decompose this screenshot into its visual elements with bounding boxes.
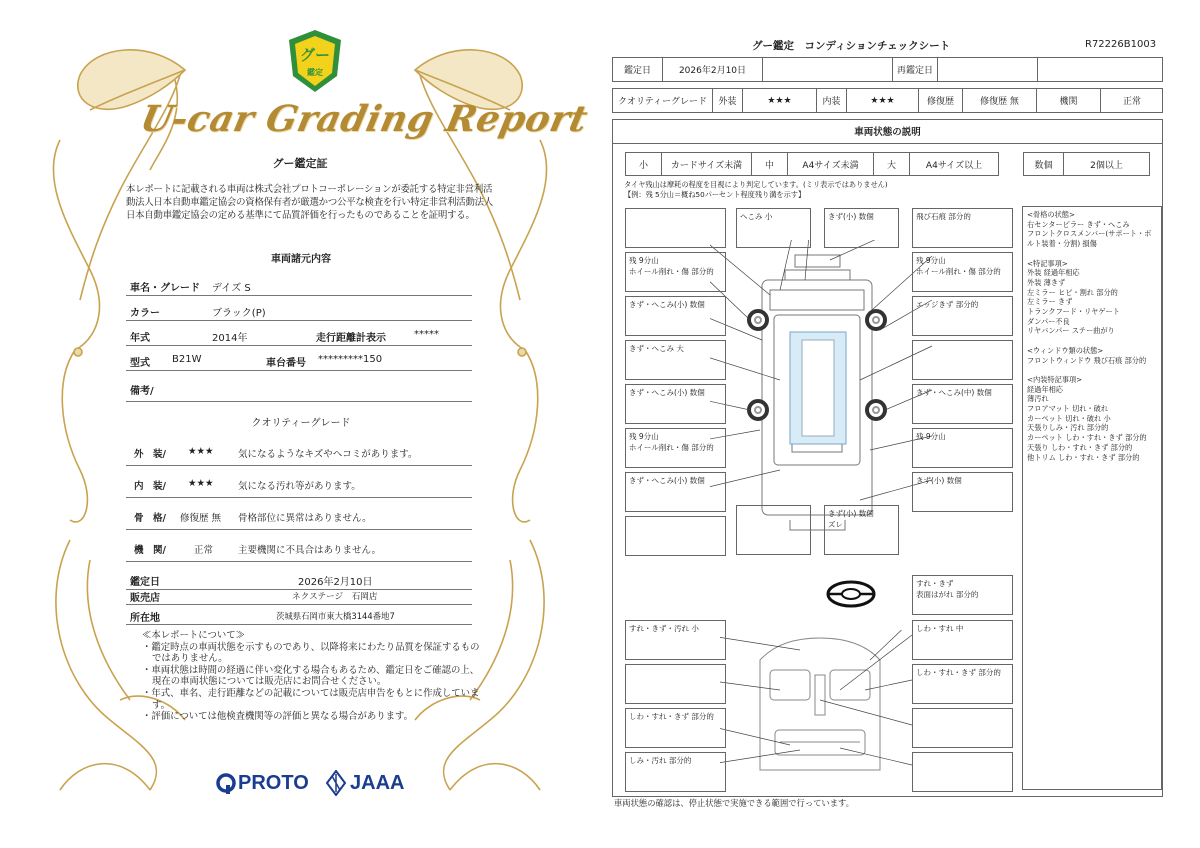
- damage-box-top: きず(小) 数個: [824, 208, 899, 248]
- damage-box-bottom: きず(小) 数個 ズレ: [824, 505, 899, 555]
- year-value: 2014年: [212, 333, 248, 344]
- spec-row-remarks: [126, 372, 472, 402]
- shop-row: [126, 585, 472, 605]
- note-item: ・鑑定時点の車両状態を示すものであり、以降将来にわたり品質を保証するものではありません。: [142, 641, 480, 665]
- quality-desc: 気になるようなキズやヘコミがあります。: [238, 449, 418, 460]
- engine-value: 正常: [1122, 97, 1141, 107]
- note-line: <ウィンドウ類の状態>: [1027, 345, 1104, 355]
- note-item: ・評価については他検査機関等の評価と異なる場合があります。: [142, 711, 413, 723]
- note-line: 天張り しわ・すれ・きず 部分的: [1027, 442, 1133, 452]
- interior-box-left: しわ・すれ・きず 部分的: [625, 708, 726, 748]
- chassis-value: *********150: [318, 354, 383, 365]
- interior-box-right: [912, 708, 1013, 748]
- interior-box-right: すれ・きず 表面はがれ 部分的: [912, 575, 1013, 615]
- note-item: ・車両状態は時間の経過に伴い変化する場合もあるため、鑑定日をご確認の上、現在の車両状態については販売店にお問合せください。: [142, 664, 480, 688]
- note-line: リヤバンパー ステー曲がり: [1027, 326, 1115, 336]
- appraisal-date-value: 2026年2月10日: [298, 577, 373, 588]
- report-notes: [138, 630, 488, 723]
- note-line: 外装 薄きず: [1027, 277, 1066, 287]
- spec-row-color: [126, 297, 472, 321]
- exterior-value: ★★★: [743, 89, 817, 112]
- address-value: 茨城県石岡市東大橋3144番地7: [276, 611, 395, 621]
- quality-value: ★★★: [188, 478, 214, 489]
- damage-box-left: きず・へこみ 大: [625, 340, 726, 380]
- mileage-value: *****: [414, 329, 439, 340]
- legend-large: 大: [874, 153, 910, 175]
- interior-box-left: [625, 664, 726, 704]
- interior-box-right: [912, 752, 1013, 792]
- quality-desc: 気になる汚れ等があります。: [238, 481, 361, 492]
- damage-box-right: きず・へこみ(中) 数個: [912, 384, 1013, 424]
- engine-label: 機関: [1037, 89, 1101, 112]
- proto-logo: [216, 772, 309, 795]
- note-line: フロントウィンドウ 飛び石痕 部分的: [1027, 355, 1147, 365]
- address-label: 所在地: [130, 613, 160, 624]
- quality-value: ★★★: [188, 446, 214, 457]
- note-line: フロアマット 切れ・破れ: [1027, 404, 1109, 414]
- damage-box-right: きず(小) 数個: [912, 472, 1013, 512]
- mileage-label: 走行距離計表示: [316, 333, 386, 344]
- reappraisal-label: 再鑑定日: [893, 58, 938, 81]
- appraisal-date-label: 鑑定日: [130, 577, 160, 588]
- legend-medium: 中: [752, 153, 788, 175]
- note-line: 左ミラー ヒビ・割れ 部分的: [1027, 287, 1118, 297]
- damage-box-right: 残 9分山 ホイール削れ・傷 部分的: [912, 252, 1013, 292]
- condition-notes-panel: [1022, 206, 1162, 790]
- damage-box-left: [625, 208, 726, 248]
- model-label: 型式: [130, 358, 150, 369]
- date-spacer: [763, 58, 893, 81]
- date-table: [612, 57, 1163, 82]
- note-line: 経過年相応: [1027, 384, 1063, 394]
- note-line: 薄汚れ: [1027, 394, 1049, 404]
- date-value: 2026年2月10日: [663, 58, 763, 81]
- note-line: カーペット 切れ・破れ 小: [1027, 413, 1111, 423]
- remarks-label: 備考/: [130, 386, 154, 397]
- damage-box-left: きず・へこみ(小) 数個: [625, 296, 726, 336]
- jaaa-logo: [326, 770, 404, 796]
- shop-value: ネクステージ 石岡店: [292, 592, 378, 602]
- quality-heading: クオリティーグレード: [251, 418, 351, 429]
- damage-box-left: 残 9分山 ホイール削れ・傷 部分的: [625, 428, 726, 468]
- spec-row-name: [126, 272, 472, 296]
- legend-count: 数個: [1024, 153, 1064, 175]
- color-value: ブラック(P): [212, 308, 266, 319]
- chassis-label: 車台番号: [266, 358, 306, 369]
- interior-value: ★★★: [847, 89, 919, 112]
- note-item: ・年式、車名、走行距離などの記載については販売店申告をもとに作成しています。: [142, 687, 480, 711]
- quality-value: 修復歴 無: [180, 513, 222, 524]
- note-line: <特記事項>: [1027, 258, 1068, 268]
- year-label: 年式: [130, 333, 150, 344]
- quality-label: 機 関/: [134, 545, 166, 556]
- spec-row-year: [126, 322, 472, 346]
- damage-box-left: [625, 516, 726, 556]
- quality-label: 外 装/: [134, 449, 166, 460]
- address-row: [126, 605, 472, 625]
- damage-box-left: きず・へこみ(小) 数個: [625, 384, 726, 424]
- interior-label: 内装: [817, 89, 847, 112]
- sheet-title: グー鑑定 コンディションチェックシート: [752, 40, 951, 52]
- report-title: U-car Grading Report: [136, 98, 592, 140]
- damage-box-left: 残 9分山 ホイール削れ・傷 部分的: [625, 252, 726, 292]
- damage-box-right: [912, 340, 1013, 380]
- legend-large-desc: A4サイズ以上: [925, 160, 983, 171]
- shop-label: 販売店: [130, 593, 160, 604]
- name-value: デイズ S: [212, 283, 251, 294]
- exterior-label: 外装: [713, 89, 743, 112]
- color-label: カラー: [130, 308, 160, 319]
- legend-small-desc: カードサイズ未満: [662, 153, 752, 175]
- interior-box-left: しみ・汚れ 部分的: [625, 752, 726, 792]
- note-line: フロントクロスメンバー(サポート・ボルト装着・分割) 損傷: [1027, 229, 1152, 249]
- damage-box-right: エッジきず 部分的: [912, 296, 1013, 336]
- model-value: B21W: [172, 354, 202, 365]
- interior-box-right: しわ・すれ・きず 部分的: [912, 664, 1013, 704]
- reappraisal-spacer: [1038, 58, 1163, 81]
- proto-mark-icon: [216, 773, 236, 795]
- quality-label: 骨 格/: [134, 513, 166, 524]
- legend-small: 小: [626, 153, 662, 175]
- goo-appraisal-badge-icon: [287, 28, 343, 94]
- tire-note: [624, 180, 888, 199]
- grade-table: [612, 88, 1163, 113]
- certificate-intro: 本レポートに記載される車両は株式会社プロトコーポレーションが委託する特定非営利活動法人日本自動車鑑定協会の資格保有者が厳選かつ公平な検査を行い特定非営利活動法人日本自動車鑑定協会の定める基準にて品質評価を行ったものであることを証明する。: [126, 184, 494, 221]
- quality-row-engine: [126, 532, 472, 562]
- proto-brand-text: PROTO: [238, 772, 309, 794]
- section-title: 車両状態の説明: [612, 119, 1163, 144]
- quality-desc: 主要機関に不具合はありません。: [238, 545, 382, 556]
- interior-box-left: すれ・きず・汚れ 小: [625, 620, 726, 660]
- note-gap: [1027, 249, 1157, 259]
- notes-title: ≪本レポートについて≫: [142, 630, 245, 641]
- note-line: 外装 経過年相応: [1027, 268, 1080, 278]
- note-line: カーペット しわ・すれ・きず 部分的: [1027, 433, 1147, 443]
- note-line: 天張りしみ・汚れ 部分的: [1027, 423, 1109, 433]
- note-gap: [1027, 365, 1157, 375]
- condition-check-sheet: [600, 0, 1200, 848]
- damage-box-left: きず・へこみ(小) 数個: [625, 472, 726, 512]
- repair-value: 修復歴 無: [963, 89, 1037, 112]
- spec-row-model: [126, 347, 472, 371]
- name-label: 車名・グレード: [130, 283, 200, 294]
- damage-box-right: 残 9分山: [912, 428, 1013, 468]
- quality-desc: 骨格部位に異常はありません。: [238, 513, 372, 524]
- svg-text:グー: グー: [299, 46, 331, 64]
- quality-row-interior: [126, 468, 472, 498]
- spec-heading: 車両諸元内容: [271, 254, 331, 265]
- certificate-heading: グー鑑定証: [272, 157, 328, 170]
- quality-label: 内 装/: [134, 481, 166, 492]
- sheet-id: R72226B1003: [1085, 39, 1157, 50]
- interior-box-right: しわ・すれ 中: [912, 620, 1013, 660]
- quality-row-frame: [126, 500, 472, 530]
- tire-note-example: 【例：残 5分山＝概ね50パーセント程度残り溝を示す】: [624, 189, 806, 199]
- note-line: 他トリム しわ・すれ・きず 部分的: [1027, 452, 1140, 462]
- note-line: トランクフード・リヤゲート: [1027, 307, 1120, 317]
- quality-value: 正常: [194, 545, 214, 556]
- damage-box-right: 飛び石痕 部分的: [912, 208, 1013, 248]
- note-line: <骨格の状態>: [1027, 210, 1075, 219]
- note-gap: [1027, 336, 1157, 346]
- repair-label: 修復歴: [919, 89, 963, 112]
- steering-wheel-icon: [825, 578, 877, 610]
- count-legend: [1023, 152, 1150, 176]
- size-legend: [625, 152, 999, 176]
- quality-grade-label: クオリティーグレード: [613, 89, 713, 112]
- note-line: 右センターピラー きず・へこみ: [1027, 219, 1130, 229]
- svg-text:鑑定: 鑑定: [307, 68, 323, 77]
- note-line: ダンパー不良: [1027, 316, 1070, 326]
- damage-box-top: へこみ 小: [736, 208, 811, 248]
- jaaa-mark-icon: [326, 770, 346, 796]
- legend-count-desc: 2個以上: [1090, 160, 1123, 171]
- date-label: 鑑定日: [613, 58, 663, 81]
- note-line: <内装特記事項>: [1027, 374, 1083, 384]
- damage-box-bottom: [736, 505, 811, 555]
- jaaa-brand-text: JAAA: [350, 771, 405, 794]
- tire-note-line: タイヤ残山は摩耗の程度を目視により判定しています。(ミリ表示ではありません): [624, 180, 888, 189]
- sheet-footnote: 車両状態の確認は、停止状態で実施できる範囲で行っています。: [614, 798, 854, 808]
- note-line: 左ミラー きず: [1027, 297, 1073, 307]
- legend-medium-desc: A4サイズ未満: [788, 153, 874, 175]
- quality-row-exterior: [126, 436, 472, 466]
- reappraisal-value: [938, 58, 1038, 81]
